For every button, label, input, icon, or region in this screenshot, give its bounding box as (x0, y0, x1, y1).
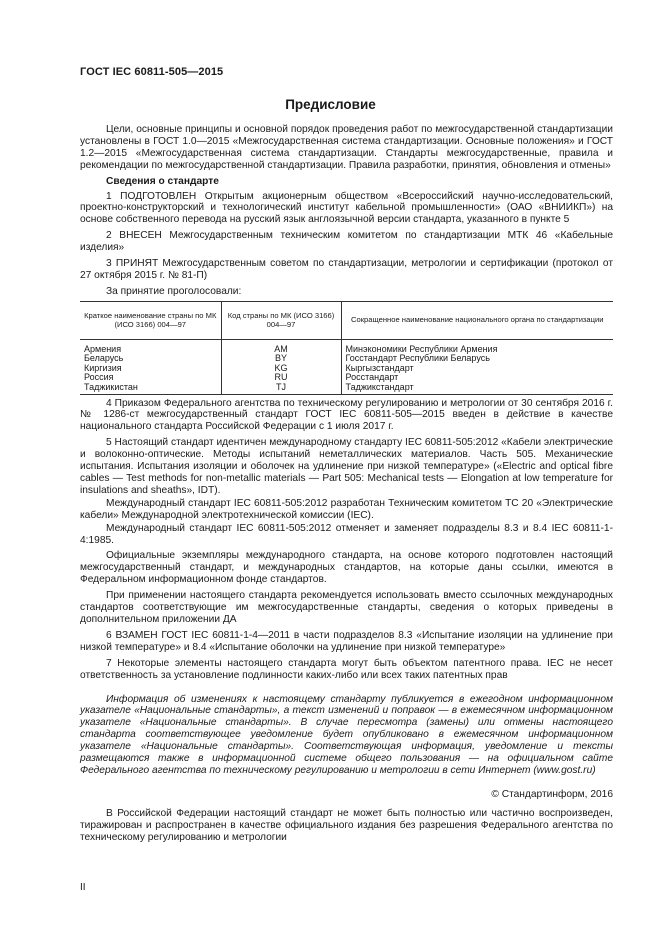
changes-notice: Информация об изменениях к настоящему стандарту публикуется в ежегодном информационном указателе «Национальные стандарты», а текст изменений и поправок — в ежемесячном информационном указателе «Национальные стандарты». В случае пересмотра (замены) или отмены настоящего стандарта соответствующее уведомление будет опубликовано в ежемесячном информационном указателе «Национальные стандарты». Соответствующая информация, уведомление и тексты размещаются также в информационной системе общего пользования — на официальном сайте Федерального агентства по техническому регулированию и метрологии в сети Интернет (www.gost.ru) (80, 693, 613, 776)
country-cell: Беларусь (80, 354, 221, 364)
body-cell: Таджикстандарт (341, 383, 613, 394)
code-cell: TJ (221, 383, 341, 394)
item-5-developer: Международный стандарт IEC 60811-505:2012 разработан Техническим комитетом ТС 20 «Электрические кабели» Международной электротехнической комиссии (IEC). (80, 497, 613, 521)
body-cell: Минэкономики Республики Армения (345, 343, 498, 354)
item-5-application: При применении настоящего стандарта рекомендуется использовать вместо ссылочных международных стандартов соответствующие им межгосударственные стандарты, сведения о которых приведены в дополнительном приложении ДА (80, 590, 613, 625)
table-header-row (80, 301, 613, 339)
item-2: 2 ВНЕСЕН Межгосударственным техническим комитетом по стандартизации МТК 46 «Кабельные изделия» (80, 230, 613, 254)
info-heading: Сведения о стандарте (106, 175, 219, 187)
page-number: II (80, 882, 86, 893)
item-5: 5 Настоящий стандарт идентичен международному стандарту IEC 60811-505:2012 «Кабели электрические и волоконно-оптические. Методы испытаний неметаллических материалов. Часть 505. Механические испытания. Испытания изоляции и оболочек на удлинение при низкой температуре» («Electric and optical fibre cables — Test methods for non-metallic materials — Part 505: Mechanical tests — Elongation at low temperature for insulations and sheaths», IDT). (80, 437, 613, 496)
table-row (80, 339, 613, 354)
foreword-content (80, 124, 613, 847)
item-3: 3 ПРИНЯТ Межгосударственным советом по стандартизации, метрологии и сертификации (протокол от 27 октября 2015 г. № 81-П) (80, 258, 613, 281)
page-title: Предисловие (285, 97, 376, 112)
document-header: ГОСТ IEC 60811-505—2015 (80, 66, 224, 78)
voted-label: За принятие проголосовали: (106, 285, 242, 297)
code-cell: AM (221, 339, 341, 354)
code-cell: KG (221, 364, 341, 374)
item-7: 7 Некоторые элементы настоящего стандарта могут быть объектом патентного права. IEC не несет ответственность за установление подлинности каких-либо или всех таких патентных прав (80, 657, 613, 681)
body-cell: Кыргызстандарт (345, 362, 414, 373)
table-row (80, 383, 613, 394)
item-1: 1 ПОДГОТОВЛЕН Открытым акционерным обществом «Всероссийский научно-исследовательский, проектно-конструкторский и технологический институт кабельной промышленности» (ОАО «ВНИИКП») на основе собственного перевода на русский язык англоязычной версии стандарта, указанного в пункте 5 (80, 190, 613, 226)
intro-paragraph: Цели, основные принципы и основной порядок проведения работ по межгосударственной стандартизации установлены в ГОСТ 1.0—2015 «Межгосударственная система стандартизации. Основные положения» и ГОСТ 1.2—2015 «Межгосударственная система стандартизации. Стандарты межгосударственные, правила и рекомендации по межгосударственной стандартизации. Правила разработки, принятия, обновления и отмены» (80, 124, 613, 171)
country-cell: Россия (80, 373, 221, 383)
column-header: Сокращенное наименование национального органа по стандартизации (341, 301, 613, 339)
item-4: 4 Приказом Федерального агентства по техническому регулированию и метрологии от 30 сентября 2016 г. № 1286-ст межгосударственный стандарт ГОСТ IEC 60811-505—2015 введен в действие в качестве национального стандарта Российской Федерации с 1 июля 2017 г. (80, 397, 613, 433)
country-cell: Армения (80, 339, 221, 354)
column-header: Краткое наименование страны по МК (ИСО 3166) 004—97 (80, 301, 221, 339)
reproduction-rights: В Российской Федерации настоящий стандарт не может быть полностью или частично воспроизведен, тиражирован и распространен в качестве официального издания без разрешения Федерального агентства по техническому регулированию и метрологии (80, 807, 613, 843)
voting-table (80, 301, 613, 395)
code-cell: RU (221, 373, 341, 383)
column-header: Код страны по МК (ИСО 3166) 004—97 (221, 301, 341, 339)
country-cell: Киргизия (80, 364, 221, 374)
body-cell: Госстандарт Республики Беларусь (345, 353, 490, 364)
item-5-replaces: Международный стандарт IEC 60811-505:2012 отменяет и заменяет подразделы 8.3 и 8.4 IEC 60811-1-4:1985. (80, 522, 613, 546)
copyright: © Стандартинформ, 2016 (491, 788, 613, 800)
code-cell: BY (221, 354, 341, 364)
item-6: 6 ВЗАМЕН ГОСТ IEC 60811-1-4—2011 в части подразделов 8.3 «Испытание изоляции на удлинение при низкой температуре» и 8.4 «Испытание оболочки на удлинение при низкой температуре» (80, 629, 613, 653)
body-cell: Росстандарт (345, 372, 399, 383)
item-5-official-copies: Официальные экземпляры международного стандарта, на основе которого подготовлен настоящий межгосударственный стандарт, и международных стандартов, на которые даны ссылки, имеются в Федеральном информационном фонде стандартов. (80, 550, 613, 586)
country-cell: Таджикистан (80, 383, 221, 394)
